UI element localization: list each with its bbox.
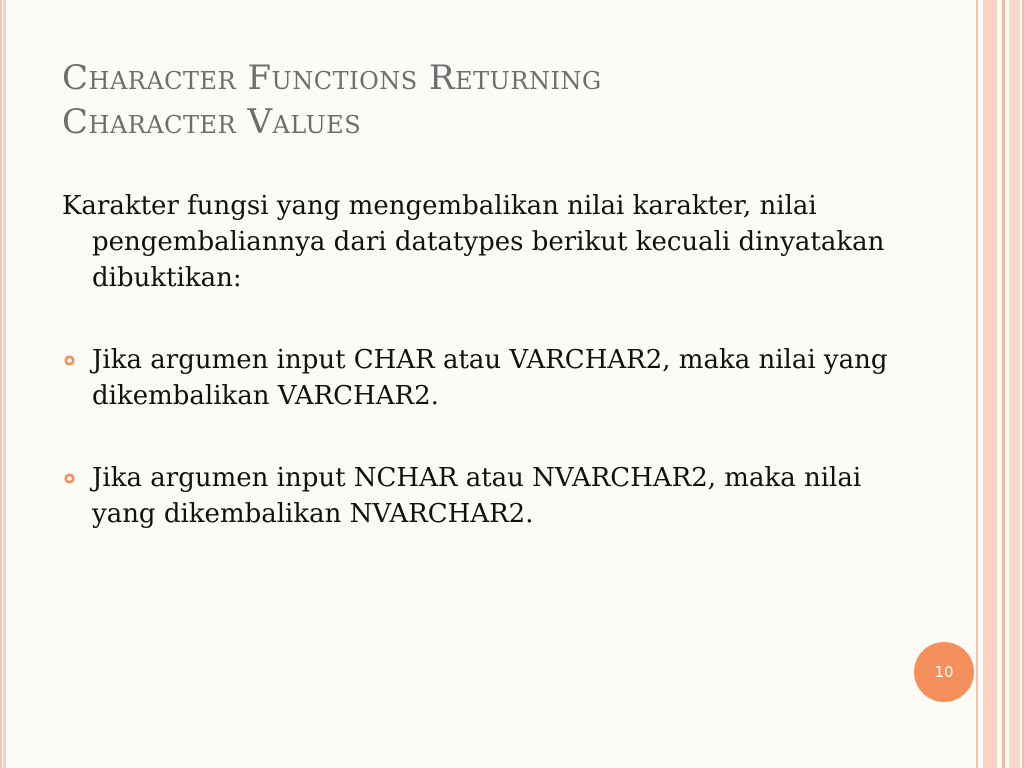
slide-body xyxy=(62,188,902,578)
page-number: 10 xyxy=(934,663,954,681)
bullet-item xyxy=(62,342,902,414)
left-decorative-border xyxy=(0,0,6,768)
bullet-text: Jika argumen input NCHAR atau NVARCHAR2, maka nilai yang dikembalikan NVARCHAR2. xyxy=(92,463,862,529)
bullet-item xyxy=(62,460,902,532)
right-decorative-border xyxy=(976,0,1024,768)
slide-title-line-1: Character Functions Returning xyxy=(62,58,602,98)
circle-bullet-icon xyxy=(64,355,75,366)
circle-bullet-icon xyxy=(64,473,75,484)
bullet-text: Jika argumen input CHAR atau VARCHAR2, maka nilai yang dikembalikan VARCHAR2. xyxy=(92,345,888,411)
intro-paragraph: Karakter fungsi yang mengembalikan nilai karakter, nilai pengembaliannya dari datatypes berikut kecuali dinyatakan dibuktikan: xyxy=(62,191,885,293)
page-number-badge xyxy=(914,642,974,702)
slide-title-line-2: Character Values xyxy=(62,102,362,142)
slide-title xyxy=(62,56,942,144)
